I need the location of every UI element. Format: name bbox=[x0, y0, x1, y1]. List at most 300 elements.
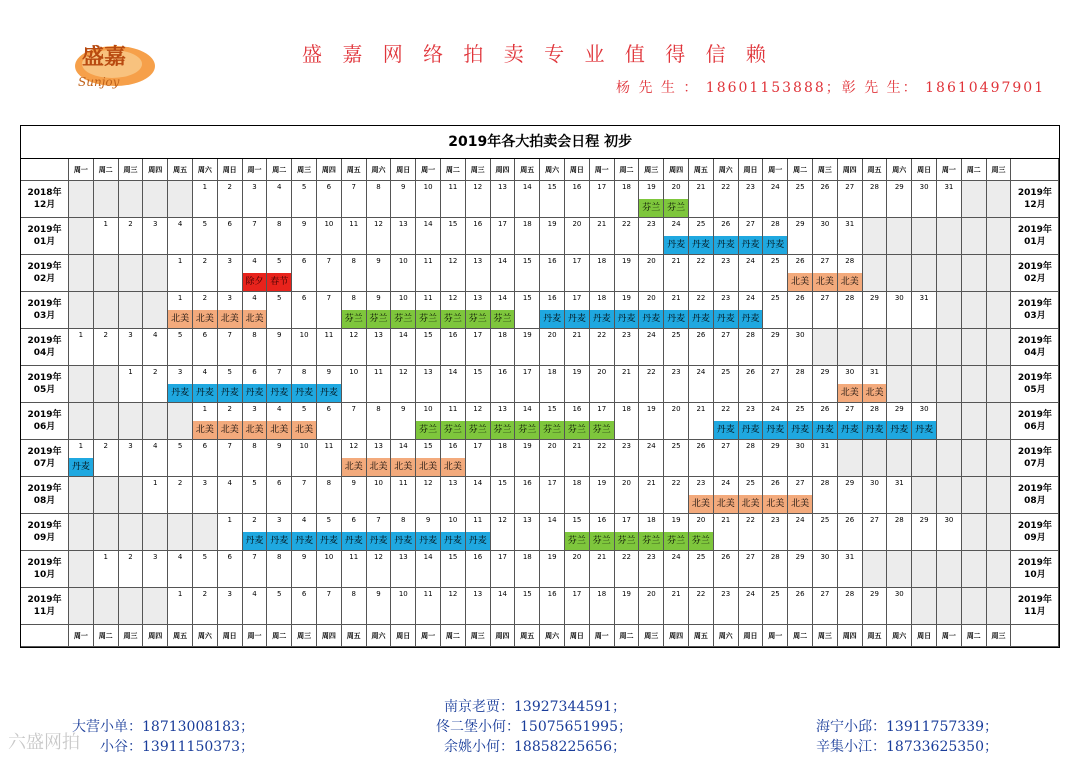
day-number: 9 bbox=[301, 553, 307, 561]
day-cell bbox=[168, 366, 193, 403]
day-number: 26 bbox=[721, 220, 731, 228]
day-number: 14 bbox=[498, 590, 507, 598]
day-number: 22 bbox=[622, 220, 631, 228]
day-number: 6 bbox=[326, 405, 332, 413]
empty-cell bbox=[962, 403, 987, 440]
day-number: 29 bbox=[870, 294, 879, 302]
top-weekday-cell: 周二 bbox=[962, 159, 987, 181]
day-number: 3 bbox=[177, 368, 183, 376]
day-number: 29 bbox=[894, 183, 904, 191]
bottom-weekday-cell: 周五 bbox=[168, 625, 193, 647]
day-number: 29 bbox=[820, 368, 830, 376]
empty-cell bbox=[94, 477, 119, 514]
day-cell bbox=[466, 551, 491, 588]
day-cell bbox=[863, 181, 888, 218]
event-blue: 丹麦 bbox=[168, 384, 192, 402]
day-number: 15 bbox=[423, 442, 433, 450]
day-number: 17 bbox=[622, 516, 631, 524]
day-cell bbox=[466, 366, 491, 403]
day-number: 13 bbox=[498, 183, 507, 191]
empty-cell bbox=[937, 440, 962, 477]
month-label-right: 2019年 01月 bbox=[1011, 218, 1059, 255]
day-cell bbox=[788, 440, 813, 477]
day-number: 16 bbox=[547, 257, 557, 265]
day-cell bbox=[639, 440, 664, 477]
day-cell bbox=[714, 440, 739, 477]
top-weekday-cell: 周五 bbox=[689, 159, 714, 181]
empty-cell bbox=[143, 255, 168, 292]
bottom-weekday-cell: 周六 bbox=[367, 625, 392, 647]
empty-cell bbox=[937, 292, 962, 329]
event-green: 芬兰 bbox=[615, 532, 639, 550]
day-number: 4 bbox=[301, 516, 307, 524]
empty-cell bbox=[69, 403, 94, 440]
day-number: 4 bbox=[202, 368, 208, 376]
day-number: 1 bbox=[103, 553, 108, 561]
day-number: 10 bbox=[398, 590, 408, 598]
day-cell bbox=[689, 403, 714, 440]
day-cell bbox=[391, 551, 416, 588]
day-cell bbox=[515, 218, 540, 255]
day-cell bbox=[416, 181, 441, 218]
month-label-right: 2019年 03月 bbox=[1011, 292, 1059, 329]
day-cell bbox=[317, 477, 342, 514]
top-weekday-cell: 周四 bbox=[491, 159, 516, 181]
day-number: 9 bbox=[425, 516, 431, 524]
day-number: 19 bbox=[547, 553, 557, 561]
day-number: 28 bbox=[870, 405, 879, 413]
day-cell bbox=[416, 329, 441, 366]
day-number: 2 bbox=[128, 220, 133, 228]
bottom-weekday-cell: 周一 bbox=[416, 625, 441, 647]
day-cell bbox=[491, 366, 516, 403]
day-number: 6 bbox=[252, 368, 257, 376]
day-number: 4 bbox=[153, 331, 158, 339]
day-cell bbox=[243, 403, 268, 440]
bottom-weekday-cell: 周五 bbox=[342, 625, 367, 647]
day-cell bbox=[218, 440, 243, 477]
day-cell bbox=[689, 292, 714, 329]
bottom-weekday-cell: 周五 bbox=[863, 625, 888, 647]
day-cell bbox=[739, 514, 764, 551]
bottom-weekday-cell: 周五 bbox=[689, 625, 714, 647]
day-cell bbox=[639, 551, 664, 588]
bottom-weekday-cell: 周二 bbox=[94, 625, 119, 647]
day-number: 26 bbox=[820, 405, 830, 413]
bottom-weekday-cell: 周三 bbox=[466, 625, 491, 647]
day-cell bbox=[466, 588, 491, 625]
bottom-weekday-cell: 周二 bbox=[962, 625, 987, 647]
day-number: 26 bbox=[770, 479, 780, 487]
day-number: 16 bbox=[572, 405, 582, 413]
top-corner-right bbox=[1011, 159, 1059, 181]
day-cell bbox=[193, 477, 218, 514]
bottom-weekday-cell: 周六 bbox=[714, 625, 739, 647]
day-number: 4 bbox=[252, 257, 257, 265]
day-number: 18 bbox=[597, 294, 607, 302]
day-cell bbox=[615, 366, 640, 403]
day-cell bbox=[689, 551, 714, 588]
day-number: 13 bbox=[374, 442, 383, 450]
top-weekday-cell: 周日 bbox=[218, 159, 243, 181]
day-cell bbox=[441, 477, 466, 514]
day-number: 9 bbox=[351, 479, 356, 487]
bottom-weekday-cell: 周日 bbox=[218, 625, 243, 647]
bottom-weekday-cell: 周一 bbox=[243, 625, 268, 647]
day-cell bbox=[515, 292, 540, 329]
day-cell bbox=[912, 292, 937, 329]
day-cell bbox=[838, 255, 863, 292]
day-number: 30 bbox=[795, 442, 805, 450]
day-number: 14 bbox=[522, 405, 532, 413]
day-number: 25 bbox=[721, 368, 731, 376]
day-number: 24 bbox=[770, 405, 780, 413]
day-cell bbox=[639, 366, 664, 403]
day-number: 11 bbox=[423, 257, 433, 265]
day-number: 16 bbox=[522, 479, 532, 487]
day-cell bbox=[267, 514, 292, 551]
day-cell bbox=[218, 403, 243, 440]
day-cell bbox=[317, 403, 342, 440]
day-cell bbox=[317, 440, 342, 477]
bottom-weekday-cell: 周一 bbox=[763, 625, 788, 647]
day-number: 13 bbox=[473, 294, 483, 302]
day-cell bbox=[243, 477, 268, 514]
day-cell bbox=[739, 588, 764, 625]
month-label-left: 2019年 07月 bbox=[21, 440, 69, 477]
day-cell bbox=[94, 329, 119, 366]
day-number: 5 bbox=[227, 368, 232, 376]
empty-cell bbox=[887, 218, 912, 255]
event-blue: 丹麦 bbox=[218, 384, 242, 402]
day-cell bbox=[491, 403, 516, 440]
day-number: 16 bbox=[498, 368, 507, 376]
day-number: 10 bbox=[299, 331, 309, 339]
day-number: 30 bbox=[894, 590, 904, 598]
day-cell bbox=[292, 403, 317, 440]
day-cell bbox=[143, 440, 168, 477]
day-cell bbox=[441, 255, 466, 292]
day-cell bbox=[739, 255, 764, 292]
day-cell bbox=[119, 366, 144, 403]
day-cell bbox=[143, 366, 168, 403]
day-number: 23 bbox=[622, 442, 631, 450]
day-number: 25 bbox=[671, 331, 681, 339]
day-cell bbox=[391, 181, 416, 218]
day-cell bbox=[416, 551, 441, 588]
day-cell bbox=[416, 440, 441, 477]
day-cell bbox=[193, 588, 218, 625]
day-number: 31 bbox=[894, 479, 904, 487]
day-cell bbox=[863, 403, 888, 440]
day-number: 24 bbox=[746, 257, 755, 265]
event-green: 芬兰 bbox=[391, 310, 415, 328]
day-cell bbox=[788, 403, 813, 440]
empty-cell bbox=[887, 255, 912, 292]
top-weekday-cell: 周三 bbox=[292, 159, 317, 181]
day-number: 13 bbox=[398, 220, 408, 228]
day-number: 15 bbox=[547, 405, 557, 413]
logo-text-en: Sunjoy bbox=[78, 75, 120, 89]
empty-cell bbox=[119, 403, 144, 440]
top-weekday-cell: 周二 bbox=[441, 159, 466, 181]
day-cell bbox=[193, 292, 218, 329]
day-number: 26 bbox=[696, 442, 706, 450]
day-cell bbox=[292, 366, 317, 403]
day-cell bbox=[441, 403, 466, 440]
day-number: 17 bbox=[597, 405, 607, 413]
day-number: 3 bbox=[227, 294, 232, 302]
day-cell bbox=[317, 218, 342, 255]
day-number: 25 bbox=[746, 479, 755, 487]
month-label-left: 2019年 05月 bbox=[21, 366, 69, 403]
day-cell bbox=[689, 181, 714, 218]
event-orange: 北美 bbox=[342, 458, 366, 476]
day-number: 6 bbox=[227, 553, 232, 561]
day-number: 26 bbox=[845, 516, 855, 524]
day-cell bbox=[193, 218, 218, 255]
day-cell bbox=[466, 292, 491, 329]
event-orange: 北美 bbox=[838, 273, 862, 291]
day-number: 12 bbox=[398, 368, 408, 376]
day-number: 19 bbox=[671, 516, 681, 524]
event-orange: 北美 bbox=[714, 495, 738, 513]
day-cell bbox=[292, 588, 317, 625]
day-cell bbox=[813, 218, 838, 255]
day-number: 7 bbox=[326, 590, 332, 598]
empty-cell bbox=[143, 588, 168, 625]
day-number: 20 bbox=[572, 553, 582, 561]
day-cell bbox=[689, 255, 714, 292]
day-cell bbox=[243, 588, 268, 625]
day-cell bbox=[367, 366, 392, 403]
day-cell bbox=[714, 366, 739, 403]
empty-cell bbox=[94, 255, 119, 292]
day-cell bbox=[714, 255, 739, 292]
day-number: 14 bbox=[423, 553, 433, 561]
day-cell bbox=[267, 551, 292, 588]
day-cell bbox=[193, 329, 218, 366]
day-number: 21 bbox=[622, 368, 631, 376]
day-number: 1 bbox=[177, 257, 183, 265]
day-cell bbox=[441, 329, 466, 366]
event-green: 芬兰 bbox=[590, 421, 614, 439]
top-weekday-cell: 周六 bbox=[887, 159, 912, 181]
empty-cell bbox=[987, 551, 1012, 588]
bottom-weekday-cell: 周日 bbox=[391, 625, 416, 647]
day-cell bbox=[515, 588, 540, 625]
day-number: 24 bbox=[671, 553, 681, 561]
day-number: 14 bbox=[547, 516, 557, 524]
day-number: 27 bbox=[870, 516, 879, 524]
day-cell bbox=[441, 181, 466, 218]
day-number: 31 bbox=[845, 553, 855, 561]
top-weekday-cell: 周三 bbox=[987, 159, 1012, 181]
day-cell bbox=[441, 218, 466, 255]
day-number: 16 bbox=[448, 442, 458, 450]
top-weekday-cell: 周五 bbox=[168, 159, 193, 181]
day-cell bbox=[763, 329, 788, 366]
day-number: 22 bbox=[646, 368, 656, 376]
day-number: 6 bbox=[301, 590, 307, 598]
day-cell bbox=[590, 366, 615, 403]
day-number: 10 bbox=[423, 405, 433, 413]
day-number: 5 bbox=[301, 183, 307, 191]
day-cell bbox=[193, 551, 218, 588]
day-number: 9 bbox=[277, 442, 282, 450]
empty-cell bbox=[987, 440, 1012, 477]
day-cell bbox=[267, 255, 292, 292]
empty-cell bbox=[962, 181, 987, 218]
top-weekday-cell: 周二 bbox=[94, 159, 119, 181]
event-blue: 丹麦 bbox=[243, 384, 267, 402]
bottom-weekday-cell: 周四 bbox=[664, 625, 689, 647]
day-number: 4 bbox=[277, 183, 282, 191]
month-label-right: 2019年 07月 bbox=[1011, 440, 1059, 477]
logo-text-cn: 盛嘉 bbox=[82, 44, 127, 70]
day-number: 21 bbox=[671, 294, 681, 302]
empty-cell bbox=[69, 218, 94, 255]
day-number: 17 bbox=[473, 331, 483, 339]
day-number: 20 bbox=[671, 405, 681, 413]
day-cell bbox=[739, 477, 764, 514]
day-cell bbox=[664, 403, 689, 440]
month-label-left: 2019年 06月 bbox=[21, 403, 69, 440]
day-number: 2 bbox=[227, 405, 232, 413]
day-cell bbox=[739, 329, 764, 366]
day-number: 22 bbox=[696, 257, 706, 265]
day-cell bbox=[218, 329, 243, 366]
day-cell bbox=[466, 255, 491, 292]
day-cell bbox=[342, 366, 367, 403]
day-number: 8 bbox=[351, 294, 356, 302]
event-green: 芬兰 bbox=[416, 421, 440, 439]
day-cell bbox=[267, 440, 292, 477]
day-cell bbox=[540, 255, 565, 292]
empty-cell bbox=[168, 514, 193, 551]
day-number: 25 bbox=[770, 294, 780, 302]
top-weekday-cell: 周五 bbox=[515, 159, 540, 181]
event-orange: 北美 bbox=[218, 421, 242, 439]
bottom-weekday-cell: 周二 bbox=[441, 625, 466, 647]
day-number: 8 bbox=[277, 553, 282, 561]
day-number: 5 bbox=[326, 516, 332, 524]
day-cell bbox=[863, 366, 888, 403]
empty-cell bbox=[143, 514, 168, 551]
day-number: 28 bbox=[746, 331, 755, 339]
day-number: 27 bbox=[845, 183, 855, 191]
day-number: 5 bbox=[177, 331, 183, 339]
top-weekday-cell: 周一 bbox=[937, 159, 962, 181]
day-cell bbox=[491, 181, 516, 218]
day-cell bbox=[565, 329, 590, 366]
month-label-left: 2019年 08月 bbox=[21, 477, 69, 514]
empty-cell bbox=[887, 329, 912, 366]
empty-cell bbox=[838, 440, 863, 477]
day-cell bbox=[317, 255, 342, 292]
day-number: 18 bbox=[522, 220, 532, 228]
day-number: 23 bbox=[622, 331, 631, 339]
day-number: 22 bbox=[696, 590, 706, 598]
day-cell bbox=[863, 588, 888, 625]
empty-cell bbox=[119, 588, 144, 625]
day-number: 27 bbox=[820, 590, 830, 598]
day-cell bbox=[565, 588, 590, 625]
day-cell bbox=[342, 181, 367, 218]
day-number: 9 bbox=[301, 220, 307, 228]
day-number: 15 bbox=[547, 183, 557, 191]
day-number: 26 bbox=[795, 257, 805, 265]
day-number: 11 bbox=[349, 553, 359, 561]
day-cell bbox=[342, 477, 367, 514]
empty-cell bbox=[962, 329, 987, 366]
day-cell bbox=[540, 181, 565, 218]
top-weekday-cell: 周四 bbox=[664, 159, 689, 181]
day-number: 21 bbox=[696, 405, 706, 413]
top-weekday-cell: 周四 bbox=[838, 159, 863, 181]
day-number: 16 bbox=[572, 183, 582, 191]
day-number: 19 bbox=[522, 331, 532, 339]
day-cell bbox=[391, 588, 416, 625]
event-blue: 丹麦 bbox=[391, 532, 415, 550]
day-cell bbox=[143, 329, 168, 366]
day-cell bbox=[391, 218, 416, 255]
day-cell bbox=[515, 255, 540, 292]
day-cell bbox=[466, 181, 491, 218]
auction-schedule-table bbox=[20, 125, 1060, 648]
empty-cell bbox=[987, 588, 1012, 625]
empty-cell bbox=[94, 366, 119, 403]
event-blue: 丹麦 bbox=[639, 310, 663, 328]
empty-cell bbox=[937, 218, 962, 255]
month-label-left: 2019年 02月 bbox=[21, 255, 69, 292]
day-number: 13 bbox=[498, 405, 507, 413]
day-cell bbox=[813, 366, 838, 403]
day-number: 12 bbox=[473, 183, 483, 191]
day-number: 21 bbox=[671, 257, 681, 265]
day-cell bbox=[714, 329, 739, 366]
day-number: 20 bbox=[671, 183, 681, 191]
empty-cell bbox=[69, 477, 94, 514]
event-blue: 丹麦 bbox=[317, 532, 341, 550]
day-cell bbox=[367, 329, 392, 366]
day-number: 18 bbox=[646, 516, 656, 524]
day-number: 7 bbox=[301, 479, 307, 487]
day-number: 5 bbox=[277, 257, 282, 265]
day-number: 24 bbox=[646, 442, 656, 450]
day-cell bbox=[664, 366, 689, 403]
event-blue: 丹麦 bbox=[565, 310, 589, 328]
day-cell bbox=[763, 255, 788, 292]
day-number: 25 bbox=[795, 405, 805, 413]
day-cell bbox=[466, 403, 491, 440]
day-number: 27 bbox=[721, 331, 731, 339]
day-cell bbox=[342, 551, 367, 588]
empty-cell bbox=[962, 366, 987, 403]
day-number: 3 bbox=[227, 257, 232, 265]
day-cell bbox=[590, 588, 615, 625]
day-number: 7 bbox=[326, 294, 332, 302]
day-cell bbox=[69, 329, 94, 366]
day-cell bbox=[664, 181, 689, 218]
event-red: 春节 bbox=[267, 273, 291, 291]
empty-cell bbox=[69, 514, 94, 551]
event-blue: 丹麦 bbox=[714, 310, 738, 328]
day-number: 6 bbox=[277, 479, 282, 487]
event-green: 芬兰 bbox=[342, 310, 366, 328]
day-cell bbox=[615, 514, 640, 551]
day-cell bbox=[639, 514, 664, 551]
